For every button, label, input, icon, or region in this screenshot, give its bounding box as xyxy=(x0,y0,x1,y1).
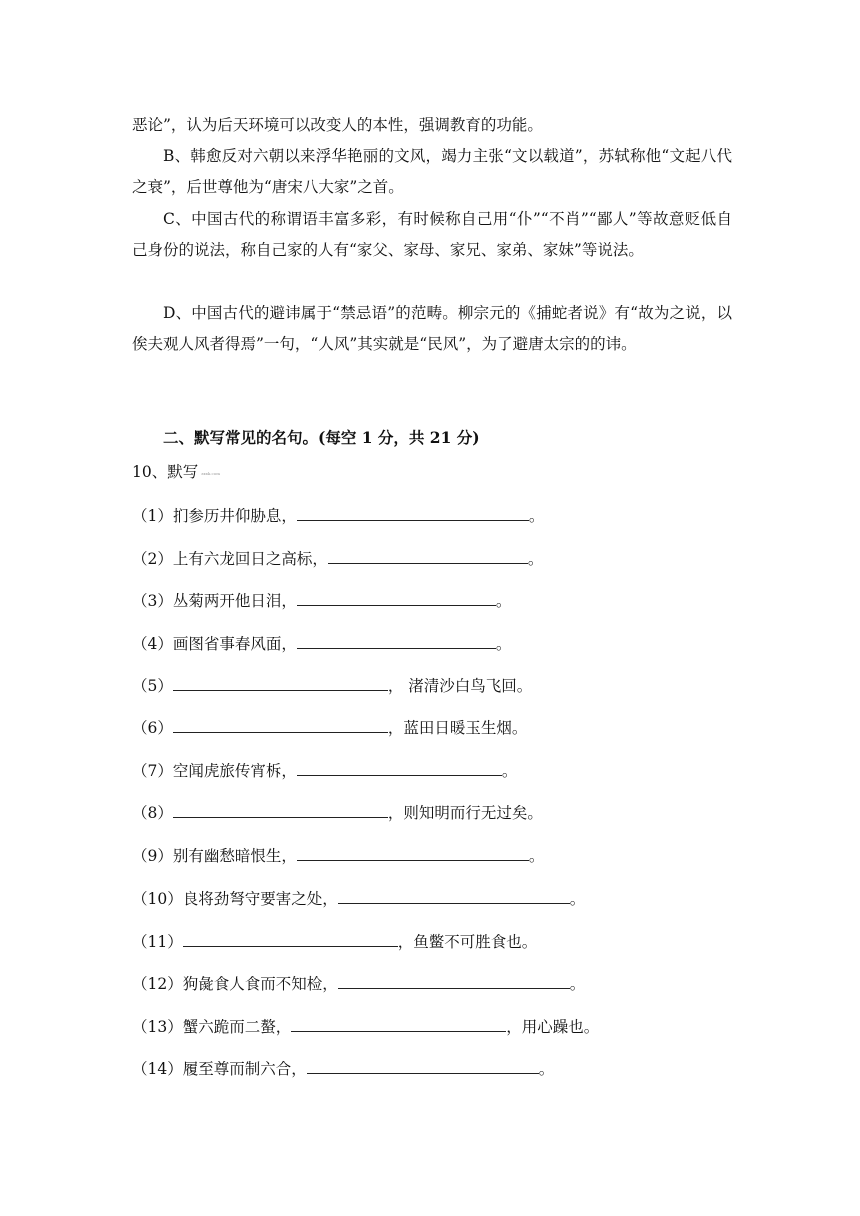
item-prompt: 履至尊而制六合， xyxy=(182,1060,307,1078)
paragraph-option-d: D、中国古代的避讳属于“禁忌语”的范畴。柳宗元的《捕蛇者说》有“故为之说，以俟夫观人风者得焉”一句，“人风”其实就是“民风”，为了避唐太宗的的讳。 xyxy=(132,304,732,353)
item-suffix: ， 渚清沙白鸟飞回。 xyxy=(387,677,533,695)
item-suffix: 。 xyxy=(538,1060,555,1078)
answer-blank[interactable] xyxy=(173,801,388,818)
item-number: （12） xyxy=(132,975,183,993)
item-prompt: 蟹六跪而二螯， xyxy=(182,1018,292,1036)
item-suffix: 。 xyxy=(528,847,545,865)
fill-item-10 xyxy=(132,887,585,911)
item-prompt: 别有幽愁暗恨生， xyxy=(172,847,297,865)
answer-blank[interactable] xyxy=(297,504,529,521)
item-number: （9） xyxy=(132,847,173,865)
item-number: （8） xyxy=(132,804,173,822)
fill-item-5 xyxy=(132,674,532,698)
answer-blank[interactable] xyxy=(183,930,398,947)
item-prompt: 空闻虎旅传宵柝， xyxy=(172,762,297,780)
question-title xyxy=(132,460,220,482)
answer-blank[interactable] xyxy=(297,759,502,776)
fill-item-13 xyxy=(132,1015,599,1039)
fill-item-14 xyxy=(132,1057,554,1081)
answer-blank[interactable] xyxy=(173,674,388,691)
item-prompt: 上有六龙回日之高标， xyxy=(172,550,328,568)
item-prompt: 丛菊两开他日泪， xyxy=(172,592,297,610)
paragraph-continuation: 恶论”，认为后天环境可以改变人的本性，强调教育的功能。 xyxy=(132,116,543,134)
fill-item-12 xyxy=(132,972,585,996)
item-number: （6） xyxy=(132,719,173,737)
paragraph-option-b: B、韩愈反对六朝以来浮华艳丽的文风，竭力主张“文以载道”，苏轼称他“文起八代之衰”，后世尊他为“唐宋八大家”之首。 xyxy=(132,147,732,196)
item-suffix: ，鱼鳖不可胜食也。 xyxy=(397,933,538,951)
answer-blank[interactable] xyxy=(291,1015,506,1032)
item-suffix: ，则知明而行无过矣。 xyxy=(387,804,543,822)
question-label: 10、默写 xyxy=(132,463,199,481)
fill-item-3 xyxy=(132,589,511,613)
answer-blank[interactable] xyxy=(297,844,529,861)
item-number: （14） xyxy=(132,1060,183,1078)
answer-blank[interactable] xyxy=(297,589,496,606)
fill-item-1 xyxy=(132,504,544,528)
item-suffix: 。 xyxy=(569,975,586,993)
item-number: （1） xyxy=(132,507,173,525)
item-prompt: 画图省事春风面， xyxy=(172,635,297,653)
section-title: 二、默写常见的名句。(每空 1 分，共 21 分) xyxy=(163,428,480,447)
answer-blank[interactable] xyxy=(338,887,570,904)
item-suffix: ，蓝田日暖玉生烟。 xyxy=(387,719,528,737)
item-suffix: 。 xyxy=(501,762,518,780)
fill-item-9 xyxy=(132,844,544,868)
item-number: （2） xyxy=(132,550,173,568)
fill-item-2 xyxy=(132,547,543,571)
item-suffix: 。 xyxy=(569,890,586,908)
item-number: （4） xyxy=(132,635,173,653)
item-suffix: 。 xyxy=(528,507,545,525)
fill-item-4 xyxy=(132,632,511,656)
answer-blank[interactable] xyxy=(307,1057,539,1074)
item-number: （11） xyxy=(132,933,183,951)
fill-item-8 xyxy=(132,801,543,825)
item-prompt: 良将劲弩守要害之处， xyxy=(182,890,338,908)
item-suffix: ，用心躁也。 xyxy=(506,1018,600,1036)
fill-item-7 xyxy=(132,759,517,783)
item-suffix: 。 xyxy=(527,550,544,568)
fill-item-6 xyxy=(132,716,527,740)
item-number: （10） xyxy=(132,890,183,908)
item-prompt: 狗彘食人食而不知检， xyxy=(182,975,338,993)
fill-item-11 xyxy=(132,930,537,954)
item-number: （5） xyxy=(132,677,173,695)
item-number: （7） xyxy=(132,762,173,780)
item-number: （13） xyxy=(132,1018,183,1036)
answer-blank[interactable] xyxy=(338,972,570,989)
answer-blank[interactable] xyxy=(173,716,388,733)
answer-blank[interactable] xyxy=(297,632,496,649)
item-suffix: 。 xyxy=(495,635,512,653)
answer-blank[interactable] xyxy=(328,547,528,564)
item-prompt: 扪参历井仰胁息， xyxy=(172,507,297,525)
watermark-text: zxxk.com xyxy=(201,470,220,476)
paragraph-option-c: C、中国古代的称谓语丰富多彩，有时候称自己用“仆”“不肖”“鄙人”等故意贬低自己身份的说法，称自己家的人有“家父、家母、家兄、家弟、家妹”等说法。 xyxy=(132,210,732,259)
item-number: （3） xyxy=(132,592,173,610)
item-suffix: 。 xyxy=(495,592,512,610)
